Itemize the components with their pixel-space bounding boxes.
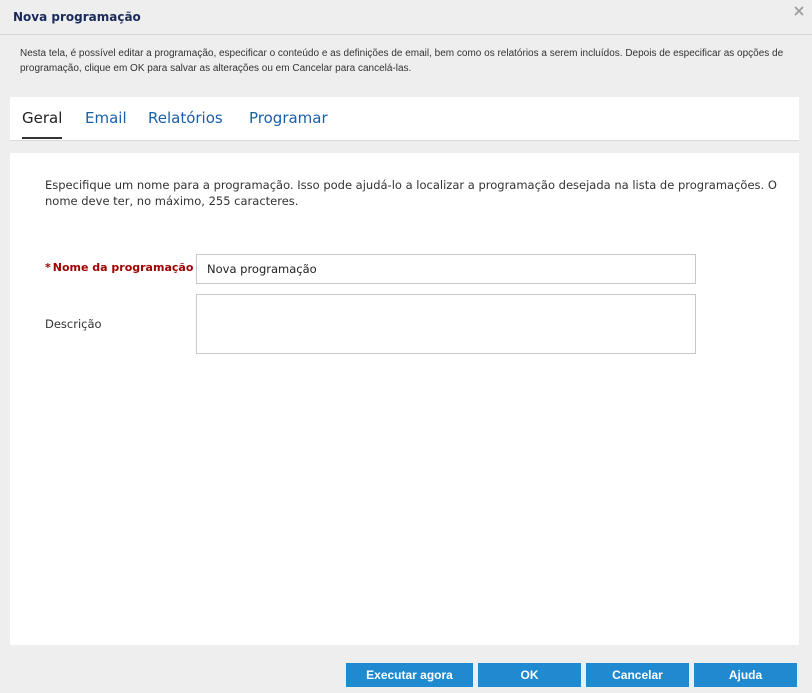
dialog-intro-text: Nesta tela, é possível editar a programação, especificar o conteúdo e as definições de email, bem como os relatórios a serem incluídos. Depois de especificar as opções de programação, clique em OK para salvar as alterações ou em Cancelar para cancelá-las. [20, 48, 784, 74]
run-now-button[interactable]: Executar agora [346, 663, 473, 687]
tab-bar [10, 97, 799, 141]
title-divider [0, 34, 812, 35]
general-tab-panel [10, 153, 799, 645]
general-description-text: Especifique um nome para a programação. Isso pode ajudá-lo a localizar a programação desejada na lista de programações. O nome deve ter, no máximo, 255 caracteres. [45, 178, 777, 208]
ok-button[interactable]: OK [478, 663, 581, 687]
schedule-name-label-text: Nome da programação [52, 261, 194, 274]
schedule-name-input[interactable] [196, 254, 696, 284]
dialog-title: Nova programação [13, 10, 141, 24]
title-bar [0, 0, 812, 34]
description-textarea[interactable] [196, 294, 696, 354]
cancel-button[interactable]: Cancelar [586, 663, 689, 687]
help-button[interactable]: Ajuda [694, 663, 797, 687]
tab-programar[interactable]: Programar [249, 109, 328, 127]
tab-email[interactable]: Email [85, 109, 127, 127]
required-marker: * [45, 261, 51, 274]
schedule-name-label [45, 261, 193, 274]
description-label: Descrição [45, 317, 102, 331]
tab-relatorios[interactable]: Relatórios [148, 109, 223, 127]
close-icon[interactable] [792, 4, 806, 18]
tab-geral[interactable]: Geral [22, 109, 62, 139]
